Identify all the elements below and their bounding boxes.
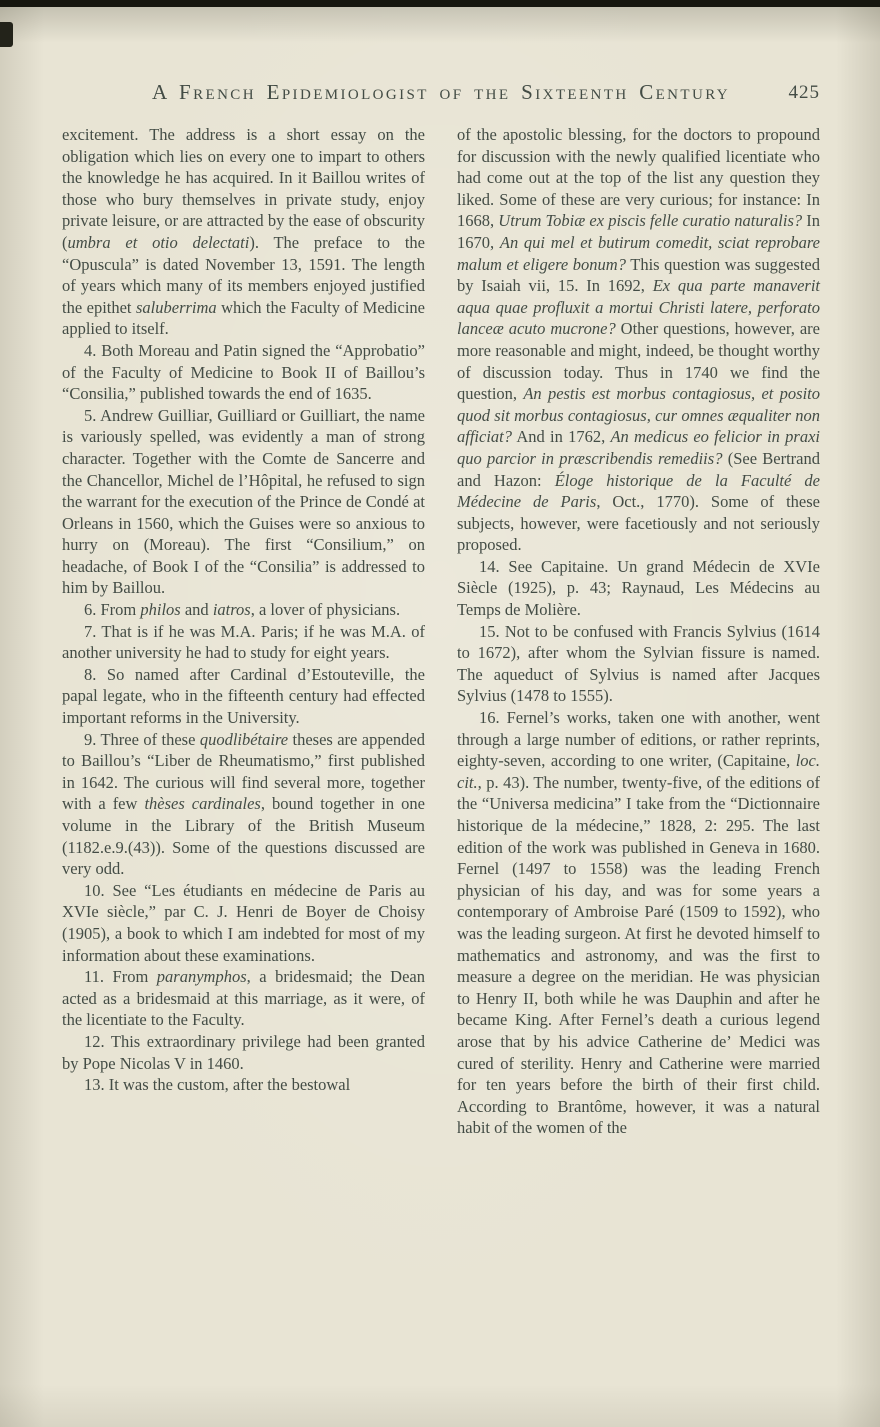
scan-corner-mark <box>0 22 13 47</box>
left-column <box>62 124 425 1139</box>
paragraph: 13. It was the custom, after the bestowal <box>84 1075 351 1095</box>
paragraph: 9. Three of these quodlibétaire theses are appended to Baillou’s “Liber de Rheumatismo,” first published in 1642. The curious will find several more, together with a few thèses cardinales, bound together in one volume in the Library of the British Museum (1182.e.9.(43)). Some of the questions discussed are very odd. <box>62 729 426 879</box>
paragraph: 14. See Capitaine. Un grand Médecin de XVIe Siècle (1925), p. 43; Raynaud, Les Médecins au Temps de Molière. <box>457 556 820 620</box>
paragraph: 12. This extraordinary privilege had been granted by Pope Nicolas V in 1460. <box>62 1031 425 1073</box>
text-columns <box>62 124 820 1139</box>
paragraph: of the apostolic blessing, for the doctors to propound for discussion with the newly qualified licentiate who had come out at the top of the list any question they liked. Some of these are very curious; for instance: In 1668, Utrum Tobiæ ex piscis felle curatio naturalis? In 1670, An qui mel et butirum comedit, sciat reprobare malum et eligere bonum? This question was suggested by Isaiah vii, 15. In 1692, Ex qua parte manaverit aqua quae profluxit a mortui Christi latere, perforato lanceæ acuto mucrone? Other questions, however, are more reasonable and might, indeed, be thought worthy of discussion today. Thus in 1740 we find the question, An pestis est morbus contagiosus, et posito quod sit morbus contagiosus, cur omnes æqualiter non afficiat? And in 1762, An medicus eo felicior in praxi quo parcior in præscribendis remediis? (See Bertrand and Hazon: Éloge historique de la Faculté de Médecine de Paris, Oct., 1770). Some of these subjects, however, were facetiously and not seriously proposed. <box>457 125 821 555</box>
paragraph: excitement. The address is a short essay on the obligation which lies on every one to impart to others the knowledge he has acquired. In it Baillou writes of those who bury themselves in private study, enjoy private leisure, or are attracted by the ease of obscurity (umbra et otio delectati). The preface to the “Opuscula” is dated November 13, 1591. The length of years which many of its members enjoyed justified the epithet saluberrima which the Faculty of Medicine applied to itself. <box>62 125 425 339</box>
paragraph: 15. Not to be confused with Francis Sylvius (1614 to 1672), after whom the Sylvian fissure is named. The aqueduct of Sylvius is named after Jacques Sylvius (1478 to 1555). <box>457 621 820 706</box>
paragraph: 7. That is if he was M.A. Paris; if he was M.A. of another university he had to study for eight years. <box>62 621 425 663</box>
paragraph: 8. So named after Cardinal d’Estouteville, the papal legate, who in the fifteenth century had effected important reforms in the University. <box>62 664 425 728</box>
scan-edge-top <box>0 0 880 7</box>
paragraph: 16. Fernel’s works, taken one with another, went through a large number of editions, or rather reprints, eighty-seven, according to one writer, (Capitaine, loc. cit., p. 43). The number, twenty-five, of the editions of the “Universa medicina” I take from the “Dictionnaire historique de la médecine,” 1828, 2: 295. The last edition of the work was published in Geneva in 1680. Fernel (1497 to 1558) was the leading French physician of his day, and was for some years a contemporary of Ambroise Paré (1509 to 1592), who was the leading surgeon. At first he devoted himself to mathematics and astronomy, and was the first to measure a degree on the meridian. He was physician to Henry II, both while he was Dauphin and after he became King. After Fernel’s death a curious legend arose that by his advice Catherine de’ Medici was cured of sterility. Henry and Catherine were married for ten years before the birth of their first child. According to Brantôme, however, it was a natural habit of the women of the <box>457 708 820 1138</box>
page-title: A French Epidemiologist of the Sixteenth Century <box>151 80 731 104</box>
paragraph: 5. Andrew Guilliar, Guilliard or Guilliart, the name is variously spelled, was evidently a man of strong character. Together with the Comte de Sancerre and the Chancellor, Michel de l’Hôpital, he refused to sign the warrant for the execution of the Prince de Condé at Orleans in 1560, which the Guises were so anxious to hurry on (Moreau). The first “Consilium,” on headache, of Book I of the “Consilia” is addressed to him by Baillou. <box>62 405 425 598</box>
paragraph: 10. See “Les étudiants en médecine de Paris au XVIe siècle,” par C. J. Henri de Boyer de Choisy (1905), a book to which I am indebted for most of my information about these examinations. <box>62 880 425 965</box>
right-column <box>457 124 820 1139</box>
page-header <box>62 80 820 110</box>
page-number: 425 <box>788 82 820 103</box>
paragraph: 4. Both Moreau and Patin signed the “Approbatio” of the Faculty of Medicine to Book II of Baillou’s “Consilia,” published towards the end of 1635. <box>62 340 425 404</box>
paragraph: 11. From paranymphos, a bridesmaid; the Dean acted as a bridesmaid at this marriage, as it were, of the licentiate to the Faculty. <box>62 967 425 1030</box>
paragraph: 6. From philos and iatros, a lover of physicians. <box>84 600 401 620</box>
